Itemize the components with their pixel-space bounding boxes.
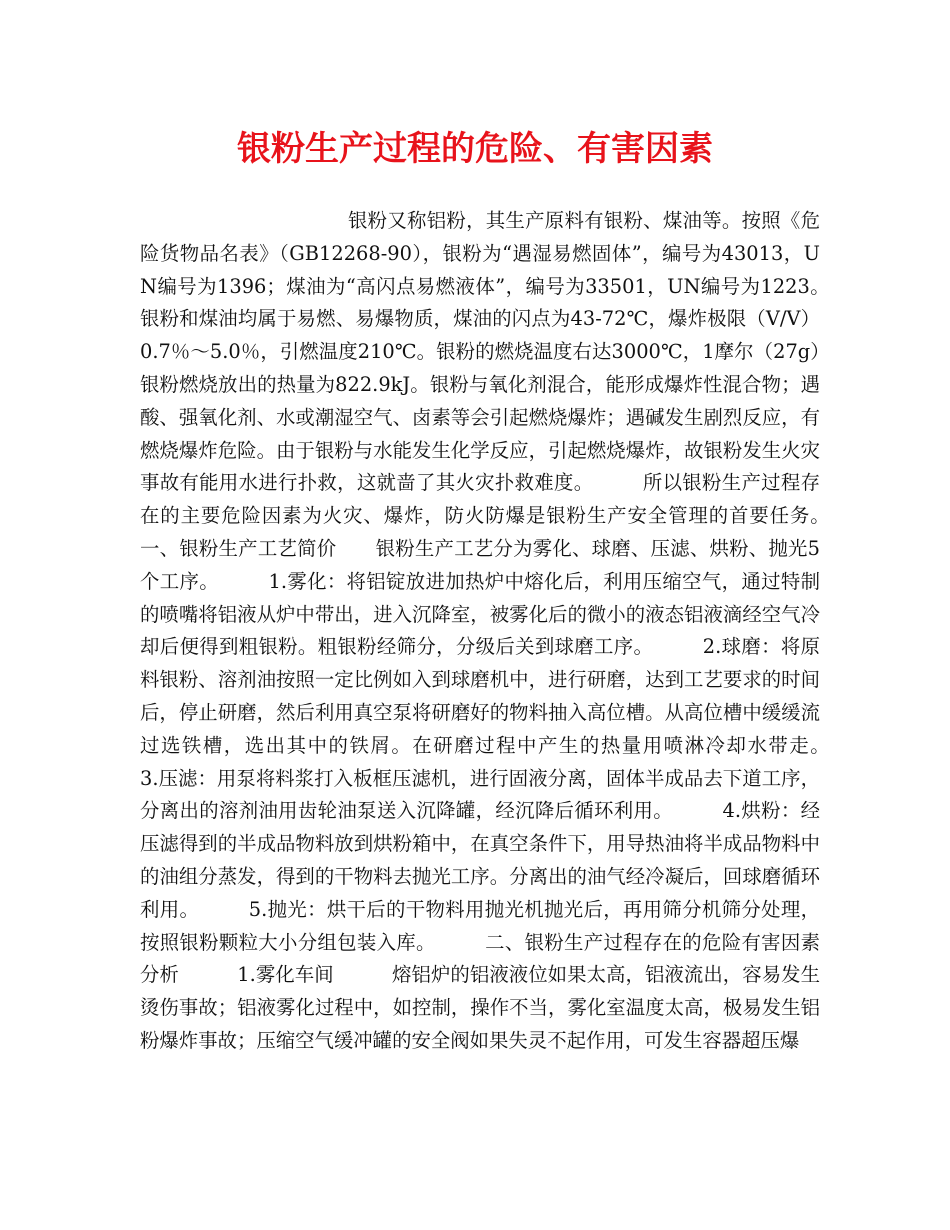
document-title: 银粉生产过程的危险、有害因素	[237, 129, 713, 169]
document-body: 银粉又称铝粉，其生产原料有银粉、煤油等。按照《危险货物品名表》（GB12268-90），银粉为“遇湿易燃固体”，编号为43013，UN编号为1396；煤油为“高闪点易燃液体”，编号为33501，UN编号为1223。 银粉和煤油均属于易燃、易爆物质，煤油的闪点为43-72℃，爆炸极限（V/V）0.7％～5.0％，引燃温度210℃。银粉的燃烧温度右达3000℃，1摩尔（27g）银粉燃烧放出的热量为822.9kJ。银粉与氧化剂混合，能形成爆炸性混合物；遇酸、强氧化剂、水或潮湿空气、卤素等会引起燃烧爆炸；遇碱发生剧烈反应，有燃烧爆炸危险。由于银粉与水能发生化学反应，引起燃烧爆炸，故银粉发生火灾事故有能用水进行扑救，这就啬了其火灾扑救难度。 所以银粉生产过程存在的主要危险因素为火灾、爆炸，防火防爆是银粉生产安全管理的首要任务。 一、银粉生产工艺简价 银粉生产工艺分为雾化、球磨、压滤、烘粉、抛光5个工序。 1.雾化：将铝锭放进加热炉中熔化后，利用压缩空气，通过特制的喷嘴将铝液从炉中带出，进入沉降室，被雾化后的微小的液态铝液滴经空气冷却后便得到粗银粉。粗银粉经筛分，分级后关到球磨工序。 2.球磨：将原料银粉、溶剂油按照一定比例如入到球磨机中，进行研磨，达到工艺要求的时间后，停止研磨，然后利用真空泵将研磨好的物料抽入高位槽。从高位槽中缓缓流过选铁槽，选出其中的铁屑。在研磨过程中产生的热量用喷淋冷却水带走。 3.压滤：用泵将料浆打入板框压滤机，进行固液分离，固体半成品去下道工序，分离出的溶剂油用齿轮油泵送入沉降罐，经沉降后循环利用。 4.烘粉：经压滤得到的半成品物料放到烘粉箱中，在真空条件下，用导热油将半成品物料中的油组分蒸发，得到的干物料去抛光工序。分离出的油气经冷凝后，回球磨循环利用。 5.抛光：烘干后的干物料用抛光机抛光后，再用筛分机筛分处理，按照银粉颗粒大小分组包装入库。 二、银粉生产过程存在的危险有害因素分析 1.雾化车间 熔铝炉的铝液液位如果太高，铝液流出，容易发生烫伤事故；铝液雾化过程中，如控制，操作不当，雾化室温度太高，极易发生铝粉爆炸事故；压缩空气缓冲罐的安全阀如果失灵不起作用，可发生容器超压爆	[140, 209, 879, 1052]
